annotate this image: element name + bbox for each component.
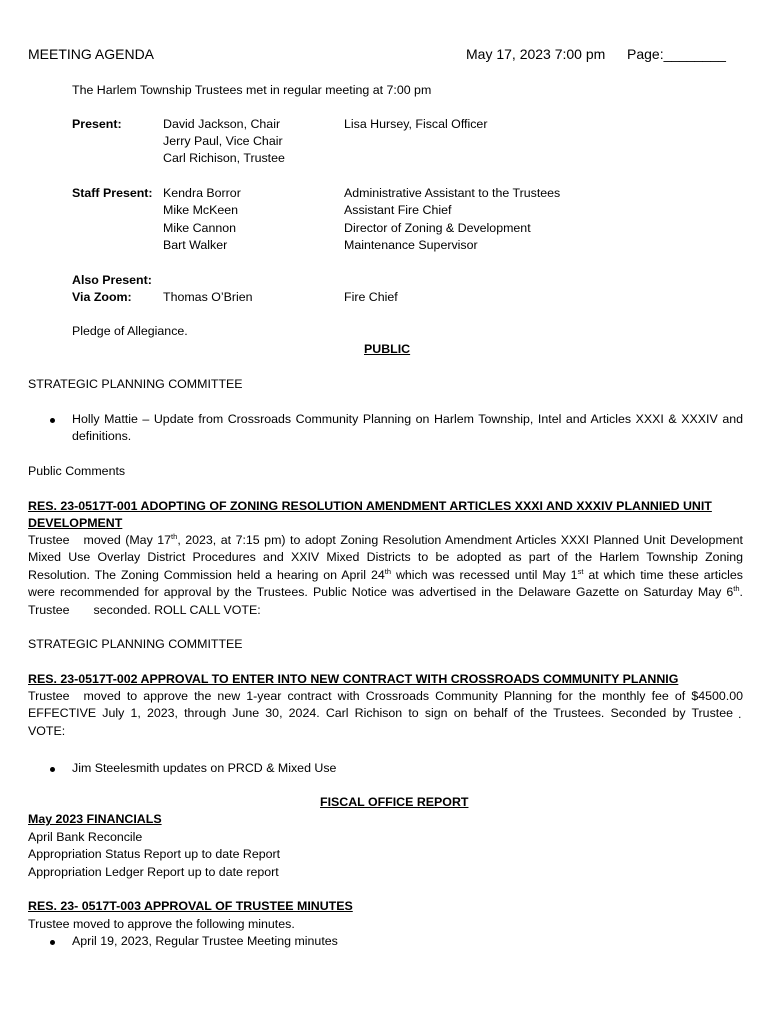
- staff-name: Kendra Borror: [163, 186, 241, 200]
- staff-role: Administrative Assistant to the Trustees: [344, 186, 561, 200]
- staff-role: Director of Zoning & Development: [344, 221, 531, 235]
- financials-heading: May 2023 FINANCIALS: [28, 812, 162, 826]
- body-text: .: [739, 585, 743, 600]
- list-item-line: Holly Mattie – Update from Crossroads Community Planning on Harlem Township, Intel and Articles XXXI & XXXIV and: [72, 412, 743, 426]
- body-text: Mixed Use Overlay District Procedures and XXIV Mixed Districts to be adopted as part of the Harlem Township Zoning: [28, 550, 743, 565]
- section-heading-strategic-planning: STRATEGIC PLANNING COMMITTEE: [28, 377, 243, 391]
- section-heading-strategic-planning: STRATEGIC PLANNING COMMITTEE: [28, 637, 243, 651]
- body-text: Trustee moved to approve the following minutes.: [28, 917, 295, 931]
- resolution-body: [28, 688, 743, 740]
- ordinal-superscript: th: [384, 566, 392, 576]
- body-text: VOTE:: [28, 723, 66, 738]
- financials-item: Appropriation Ledger Report up to date report: [28, 865, 279, 879]
- staff-name: Mike McKeen: [163, 203, 239, 217]
- ordinal-superscript: th: [733, 584, 740, 594]
- bullet-icon: [50, 940, 55, 945]
- staff-name: Mike Cannon: [163, 221, 237, 235]
- zoom-attendee-name: Thomas O’Brien: [163, 290, 253, 304]
- resolution-title: RES. 23-0517T-002 APPROVAL TO ENTER INTO NEW CONTRACT WITH CROSSROADS COMMUNITY PLANNIG: [28, 672, 679, 686]
- via-zoom-label: Via Zoom:: [72, 290, 132, 304]
- fiscal-heading: FISCAL OFFICE REPORT: [320, 795, 469, 809]
- page-number-label: Page:________: [627, 46, 726, 62]
- bullet-icon: [50, 418, 55, 423]
- present-label: Present:: [72, 117, 122, 131]
- body-text: Resolution. The Zoning Commission held a hearing on April 24: [28, 567, 385, 582]
- bullet-icon: [50, 767, 55, 772]
- staff-role: Maintenance Supervisor: [344, 238, 478, 252]
- body-text: which was recessed until May 1: [391, 567, 578, 582]
- staff-name: Bart Walker: [163, 238, 228, 252]
- list-item: April 19, 2023, Regular Trustee Meeting minutes: [72, 934, 338, 948]
- body-text: EFFECTIVE July 1, 2023, through June 30, 2024. Carl Richison to sign on behalf of the Trustees. Seconded by Trustee: [28, 706, 733, 721]
- present-name: David Jackson, Chair: [163, 117, 281, 131]
- body-text: at which time these articles: [583, 567, 743, 582]
- body-text: were recommended for approval by the Trustees. Public Notice was advertised in the Delaware Gazette on Saturday May 6: [28, 585, 734, 600]
- financials-item: April Bank Reconcile: [28, 830, 143, 844]
- staff-present-label: Staff Present:: [72, 186, 153, 200]
- body-text: seconded. ROLL CALL VOTE:: [93, 602, 261, 617]
- fiscal-officer-name: Lisa Hursey, Fiscal Officer: [344, 117, 488, 131]
- list-item: Jim Steelesmith updates on PRCD & Mixed Use: [72, 761, 337, 775]
- also-present-label: Also Present:: [72, 273, 152, 287]
- resolution-title: RES. 23-0517T-001 ADOPTING OF ZONING RESOLUTION AMENDMENT ARTICLES XXXI AND XXXIV PLANNIED UNIT: [28, 499, 712, 513]
- body-text: , 2023, at 7:15 pm) to adopt Zoning Resolution Amendment Articles XXXI Planned Unit Development: [177, 533, 743, 547]
- resolution-title: RES. 23- 0517T-003 APPROVAL OF TRUSTEE MINUTES: [28, 899, 353, 913]
- list-item-line: definitions.: [72, 429, 132, 444]
- body-text: Trustee: [28, 689, 70, 703]
- resolution-body: [28, 532, 743, 619]
- zoom-attendee-role: Fire Chief: [344, 290, 398, 304]
- staff-role: Assistant Fire Chief: [344, 203, 452, 217]
- body-text: Trustee: [28, 533, 70, 547]
- present-name: Carl Richison, Trustee: [163, 151, 285, 165]
- financials-item: Appropriation Status Report up to date Report: [28, 847, 281, 861]
- present-name: Jerry Paul, Vice Chair: [163, 134, 283, 148]
- body-text: Trustee: [28, 602, 70, 617]
- pledge-text: Pledge of Allegiance.: [72, 324, 188, 338]
- resolution-title: DEVELOPMENT: [28, 516, 123, 530]
- body-text: moved to approve the new 1-year contract with Crossroads Community Planning for the monthly fee of $4500.00: [83, 689, 743, 703]
- ordinal-superscript: st: [577, 566, 584, 576]
- body-text: moved (May 17: [83, 533, 172, 547]
- ordinal-superscript: th: [171, 532, 178, 541]
- list-item: [72, 411, 743, 446]
- document-title: MEETING AGENDA: [28, 46, 155, 62]
- public-heading: PUBLIC: [364, 342, 411, 356]
- body-text: .: [738, 707, 742, 721]
- meeting-datetime: May 17, 2023 7:00 pm: [466, 46, 606, 62]
- public-comments-label: Public Comments: [28, 464, 126, 478]
- intro-text: The Harlem Township Trustees met in regular meeting at 7:00 pm: [72, 83, 432, 97]
